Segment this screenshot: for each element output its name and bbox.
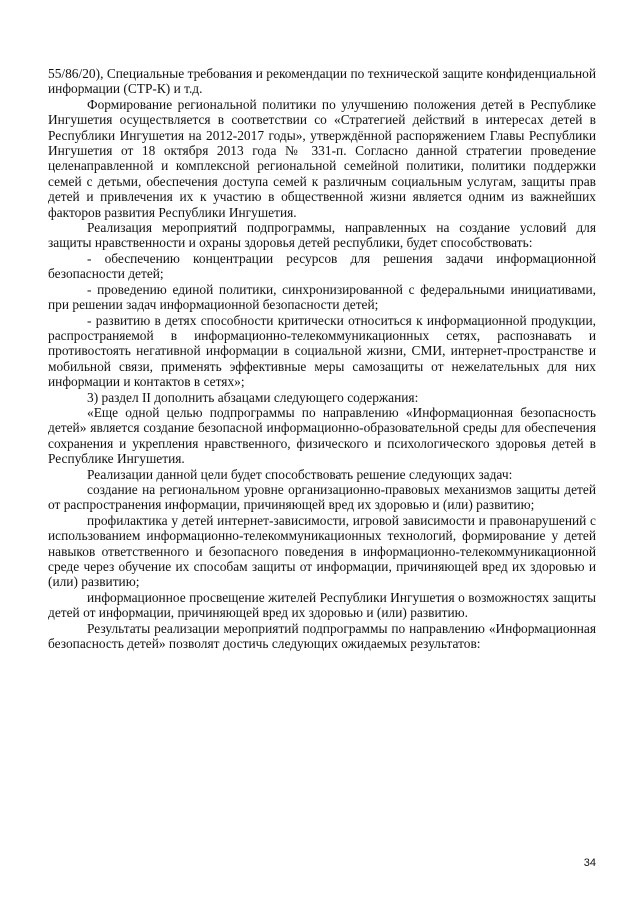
list-item-1: - обеспечению концентрации ресурсов для решения задачи информационной безопасности детей; xyxy=(48,250,596,282)
paragraph-5: «Еще одной целью подпрограммы по направлению «Информационная безопасность детей» является создание безопасной информационно-образовательной среды для обеспечения сохранения и укрепления нравственного, физического и психологического здоровья детей в Республике Ингушетия. xyxy=(48,404,596,467)
paragraph-4: 3) раздел II дополнить абзацами следующего содержания: xyxy=(87,389,419,405)
task-item-3: информационное просвещение жителей Республики Ингушетия о возможностях защиты детей от информации, причиняющей вред их здоровью и (или) развитию. xyxy=(48,589,596,621)
list-item-2: - проведению единой политики, синхронизированной с федеральными инициативами, при решении задач информационной безопасности детей; xyxy=(48,281,596,313)
paragraph-2: Формирование региональной политики по улучшению положения детей в Республике Ингушетия осуществляется в соответствии со «Стратегией действий в интересах детей в Республики Ингушетия на 2012-2017 годы», утверждённой распоряжением Главы Республики Ингушетия от 18 октября 2013 года № 331-п. Согласно данной стратегии проведение целенаправленной и комплексной региональной семейной политики, политики поддержки семей с детьми, обеспечения доступа семей к различным социальным услугам, защиты прав детей и привлечения их к участию в общественной жизни является одним из важнейших факторов развития Республики Ингушетия. xyxy=(48,96,596,220)
task-item-2: профилактика у детей интернет-зависимости, игровой зависимости и правонарушений с использованием информационно-телекоммуникационных технологий, формирование у детей навыков ответственного и безопасного поведения в информационно-телекоммуникационной среде через обучение их способам защиты от информации, причиняющей вред их здоровью и (или) развитию; xyxy=(48,512,596,590)
paragraph-1: 55/86/20), Специальные требования и рекомендации по технической защите конфиденциальной информации (СТР-К) и т.д. xyxy=(48,66,596,97)
task-item-1: создание на региональном уровне организационно-правовых механизмов защиты детей от распространения информации, причиняющей вред их здоровью и (или) развитию; xyxy=(48,481,596,513)
page-number: 34 xyxy=(583,857,596,869)
list-item-3: - развитию в детях способности критически относиться к информационной продукции, распространяемой в информационно-телекоммуникационных сетях, распознавать и противостоять негативной информации в социальной жизни, СМИ, интернет-пространстве и мобильной связи, применять эффективные меры самозащиты от нежелательных для них информации и контактов в сетях»; xyxy=(48,312,596,390)
document-body xyxy=(48,66,596,651)
paragraph-7: Результаты реализации мероприятий подпрограммы по направлению «Информационная безопасность детей» позволят достичь следующих ожидаемых результатов: xyxy=(48,620,596,652)
paragraph-6: Реализации данной цели будет способствовать решение следующих задач: xyxy=(87,466,513,482)
paragraph-3: Реализация мероприятий подпрограммы, направленных на создание условий для защиты нравственности и охраны здоровья детей республики, будет способствовать: xyxy=(48,220,596,251)
